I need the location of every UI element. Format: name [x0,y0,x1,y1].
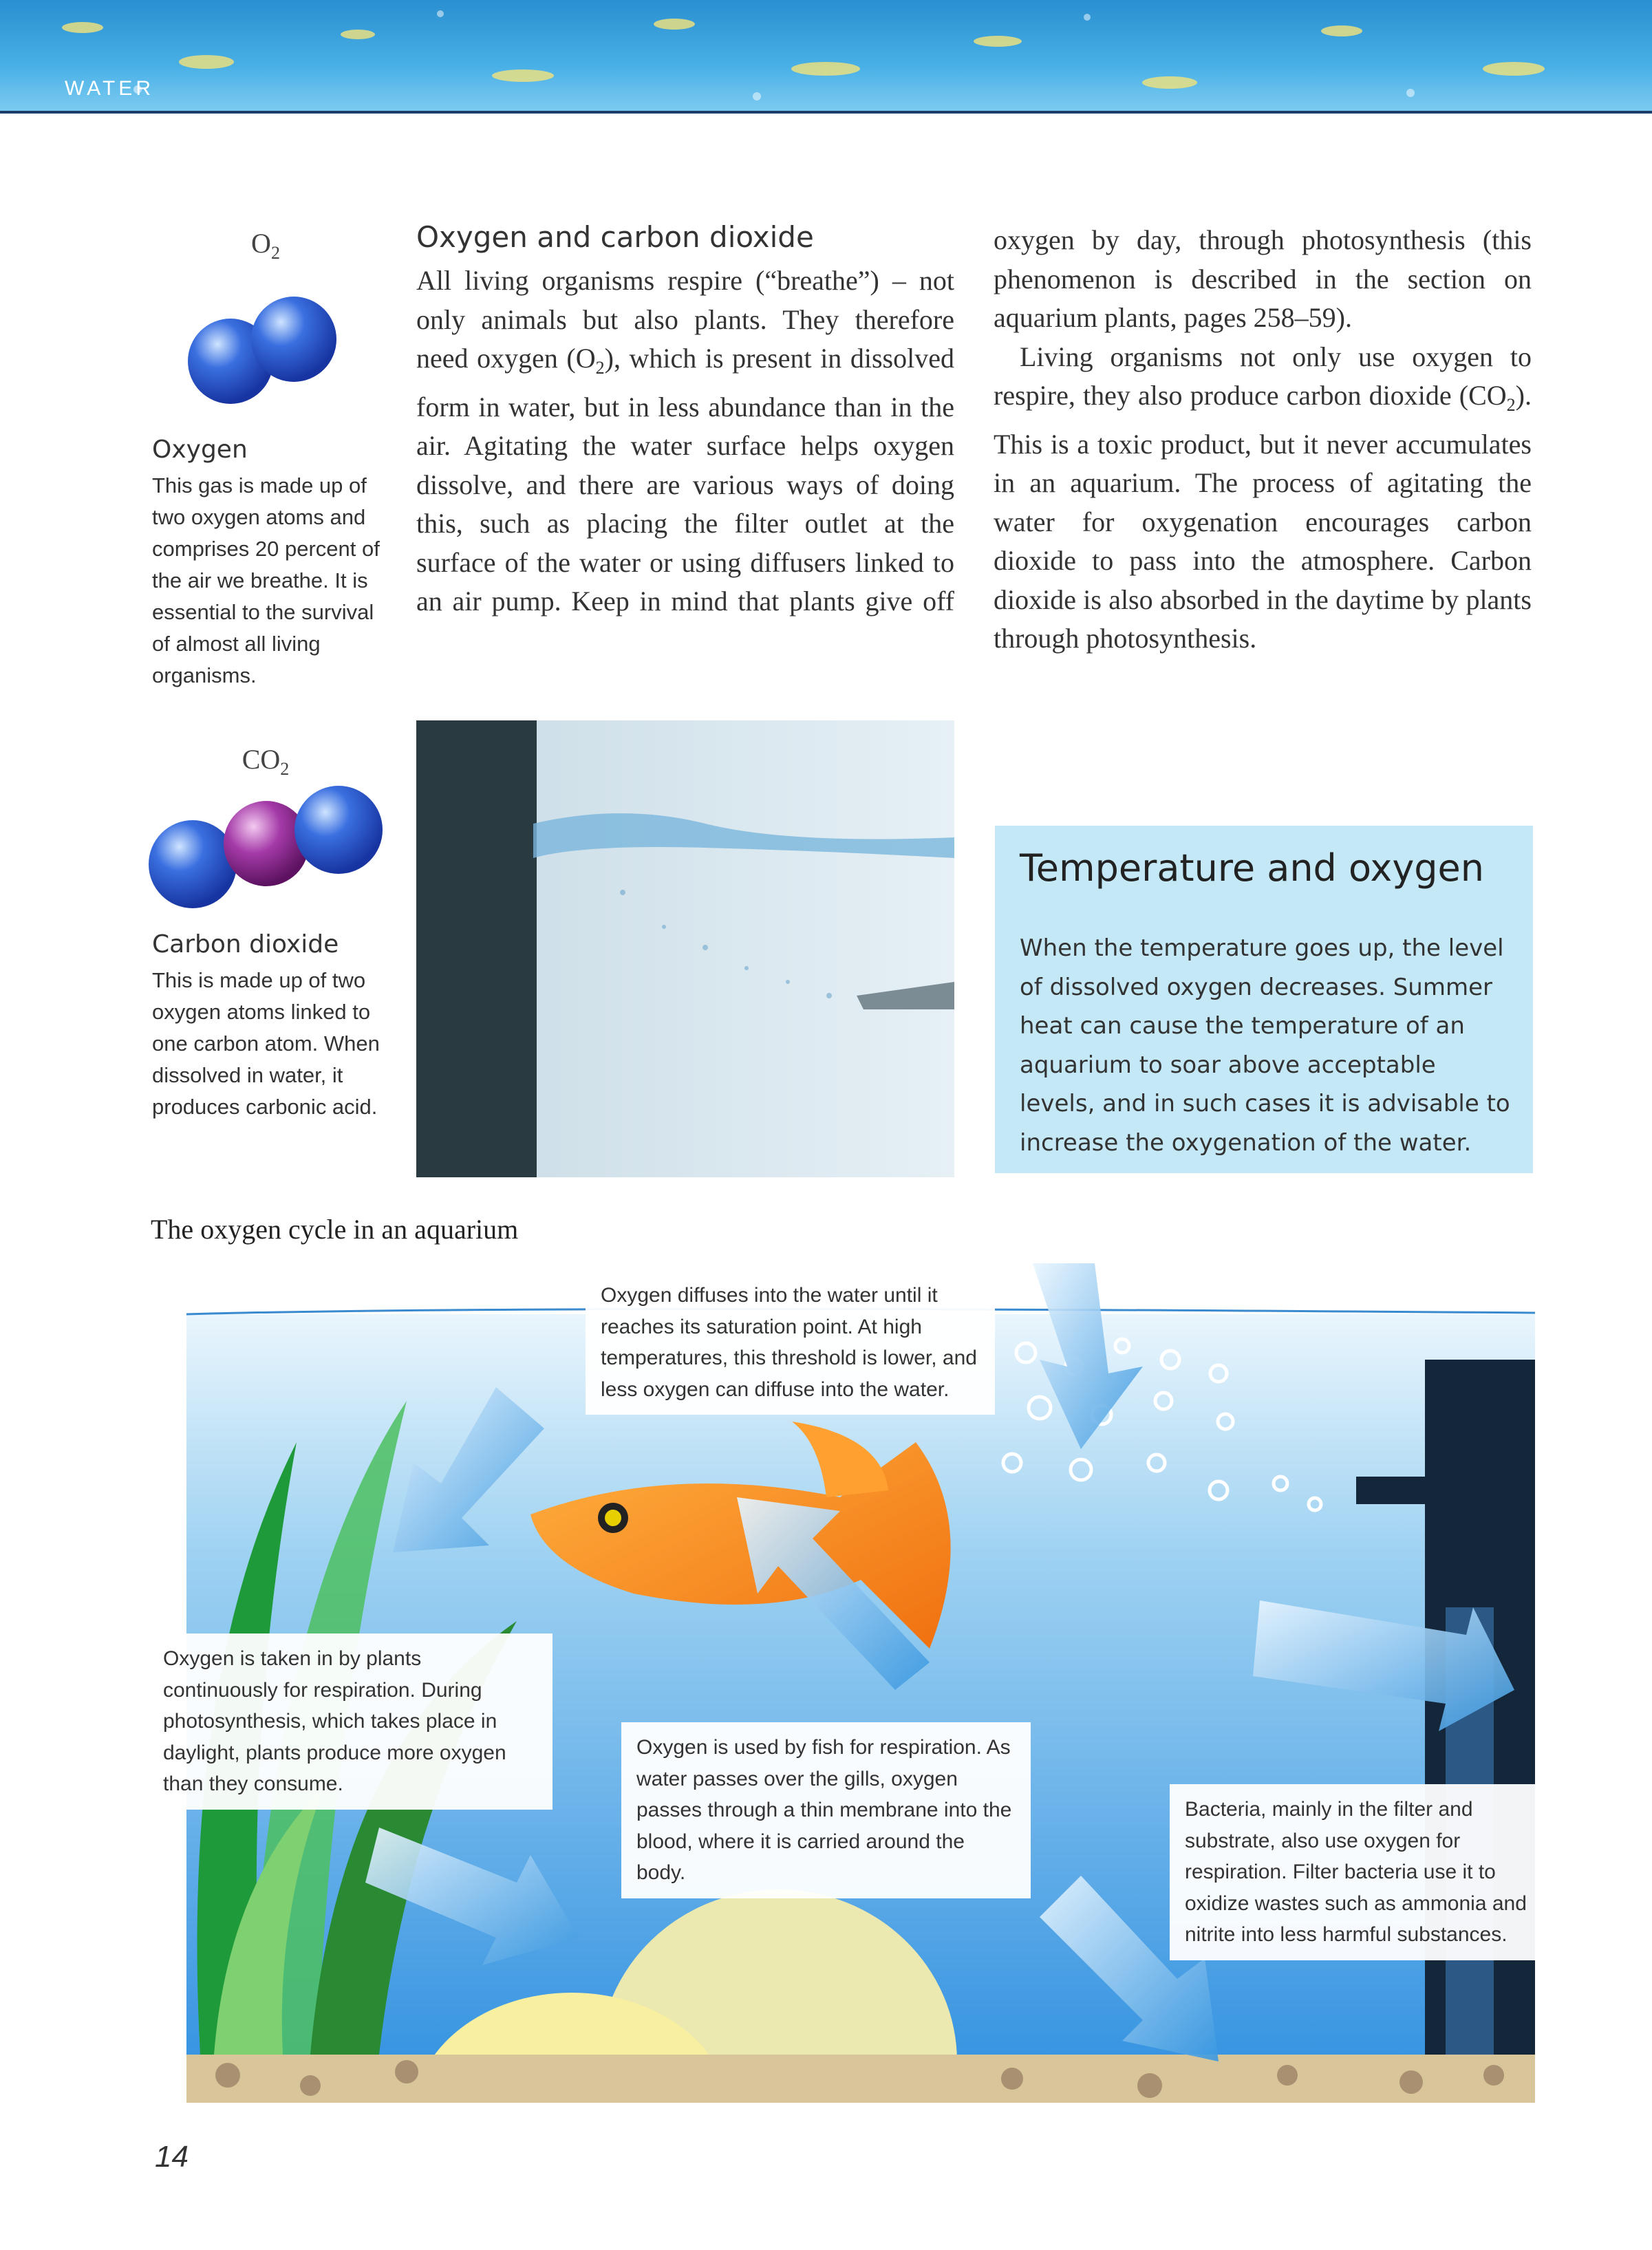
filter-outlet-photo [416,720,954,1177]
o2-formula-text: O [251,228,271,259]
temperature-oxygen-box [995,826,1533,1173]
oxygen-heading: Oxygen [152,436,248,464]
callout-plants: Oxygen is taken in by plants continuously for respiration. During photosynthesis, which takes place in daylight, plants produce more oxygen than they consume. [148,1633,553,1810]
article-p2-part-a: Living organisms not only use oxygen to respire, they also produce carbon dioxide (CO [994,341,1532,411]
co2-formula [152,743,379,780]
reef-pattern [0,0,1652,114]
article-p1-part-a: All living organisms respire (“breathe”) – not only animals but also plants. They therefore need oxygen (O [416,265,954,374]
article-column-2 [994,221,1532,658]
article-p2-sub: 2 [1506,395,1516,415]
oxygen-molecule-icon [182,292,347,413]
carbon-dioxide-heading: Carbon dioxide [152,930,339,958]
section-label: WATER [65,77,154,100]
oxygen-description: This gas is made up of two oxygen atoms and comprises 20 percent of the air we breathe. It is essential to the survival of almost all living organisms. [152,473,380,687]
article-p1-sub: 2 [595,358,605,378]
co2-formula-sub: 2 [280,759,290,779]
callout-fish: Oxygen is used by fish for respiration. As water passes over the gills, oxygen passes through a thin membrane into the blood, where it is carried around the body. [621,1722,1031,1898]
header-banner [0,0,1652,114]
temperature-box-title: Temperature and oxygen [1020,846,1484,890]
diagram-title: The oxygen cycle in an aquarium [151,1214,519,1245]
callout-bacteria: Bacteria, mainly in the filter and substrate, also use oxygen for respiration. Filter bacteria use it to oxidize wastes such as ammonia and nitrite into less harmful substances. [1170,1784,1576,1960]
gravel [186,2055,1535,2103]
o2-formula-sub: 2 [270,243,280,263]
temperature-box-text: When the temperature goes up, the level of dissolved oxygen decreases. Summer heat can cause the temperature of an aquarium to soar above acceptable levels, and in such cases it is advisable to increase the oxygenation of the water. [1020,934,1510,1157]
callout-surface-diffusion: Oxygen diffuses into the water until it reaches its saturation point. At high temperatures, this threshold is lower, and less oxygen can diffuse into the water. [586,1270,995,1415]
article-column-1 [416,261,954,621]
article-p2-part-b: ). This is a toxic product, but it never accumulates in an aquarium. The process of agitating the water for oxygenation encourages carbon dioxide to pass into the atmosphere. Carbon dioxide is also absorbed in the daytime by plants through photosynthesis. [994,380,1532,654]
article-title: Oxygen and carbon dioxide [416,220,814,254]
article-p2 [994,338,1532,658]
article-p1-part-b: ), which is present in dissolved form in water, but in less abundance than in the air. Agitating the water surface helps oxygen dissolve, and there are various ways of doing this, such as placing the filter outlet at the surface of the water or using diffusers linked to an air pump. Keep in mind that plants give off [416,343,954,617]
co2-formula-text: CO [242,744,281,775]
carbon-dioxide-molecule-icon [146,783,387,914]
article-p1-continued: oxygen by day, through photosynthesis (this phenomenon is described in the section on aquarium plants, pages 258–59). [994,224,1532,333]
o2-formula [152,227,379,264]
page-number: 14 [155,2140,189,2174]
carbon-dioxide-description: This is made up of two oxygen atoms linked to one carbon atom. When dissolved in water, it produces carbonic acid. [152,968,380,1119]
